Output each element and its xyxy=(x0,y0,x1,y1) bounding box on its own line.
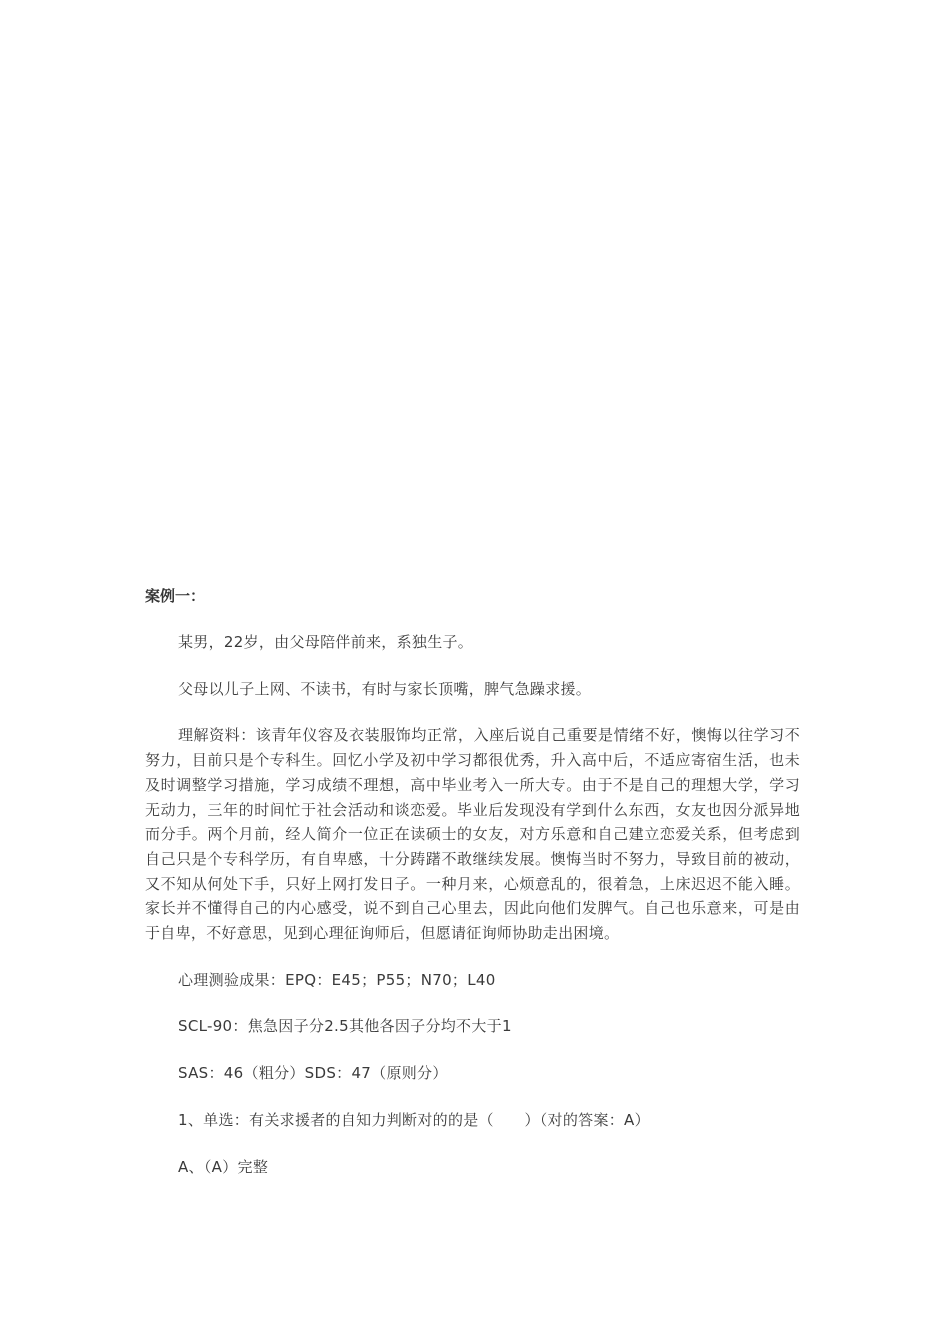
paragraph-parents-complaint: 父母以儿子上网、不读书，有时与家长顶嘴，脾气急躁求援。 xyxy=(178,679,592,698)
paragraph-sas-sds-results: SAS：46（粗分）SDS：47（原则分） xyxy=(178,1064,448,1083)
paragraph-epq-results: 心理测验成果：EPQ：E45；P55；N70；L40 xyxy=(178,970,496,989)
question-1: 1、单选：有关求援者的自知力判断对的的是（ ）（对的答案：A） xyxy=(178,1110,650,1129)
case-heading: 案例一： xyxy=(145,587,206,605)
paragraph-scl90-results: SCL-90：焦急因子分2.5其他各因子分均不大于1 xyxy=(178,1017,512,1036)
question-1-option-a: A、（A）完整 xyxy=(178,1157,269,1176)
paragraph-background-info: 理解资料：该青年仪容及衣装服饰均正常，入座后说自己重要是情绪不好，懊悔以往学习不努力，目前只是个专科生。回忆小学及初中学习都很优秀，升入高中后，不适应寄宿生活，也未及时调整学习措施，学习成绩不理想，高中毕业考入一所大专。由于不是自己的理想大学，学习无动力，三年的时间忙于社会活动和谈恋爱。毕业后发现没有学到什么东西，女友也因分派异地而分手。两个月前，经人简介一位正在读硕士的女友，对方乐意和自己建立恋爱关系，但考虑到自己只是个专科学历，有自卑感，十分踌躇不敢继续发展。懊悔当时不努力，导致目前的被动，又不知从何处下手，只好上网打发日子。一种月来，心烦意乱的，很着急，上床迟迟不能入睡。家长并不懂得自己的内心感受，说不到自己心里去，因此向他们发脾气。自己也乐意来，可是由于自卑，不好意思，见到心理征询师后，但愿请征询师协助走出困境。 xyxy=(145,726,800,943)
document-body xyxy=(145,584,800,1201)
paragraph-client-intro: 某男，22岁，由父母陪伴前来，系独生子。 xyxy=(178,633,474,651)
